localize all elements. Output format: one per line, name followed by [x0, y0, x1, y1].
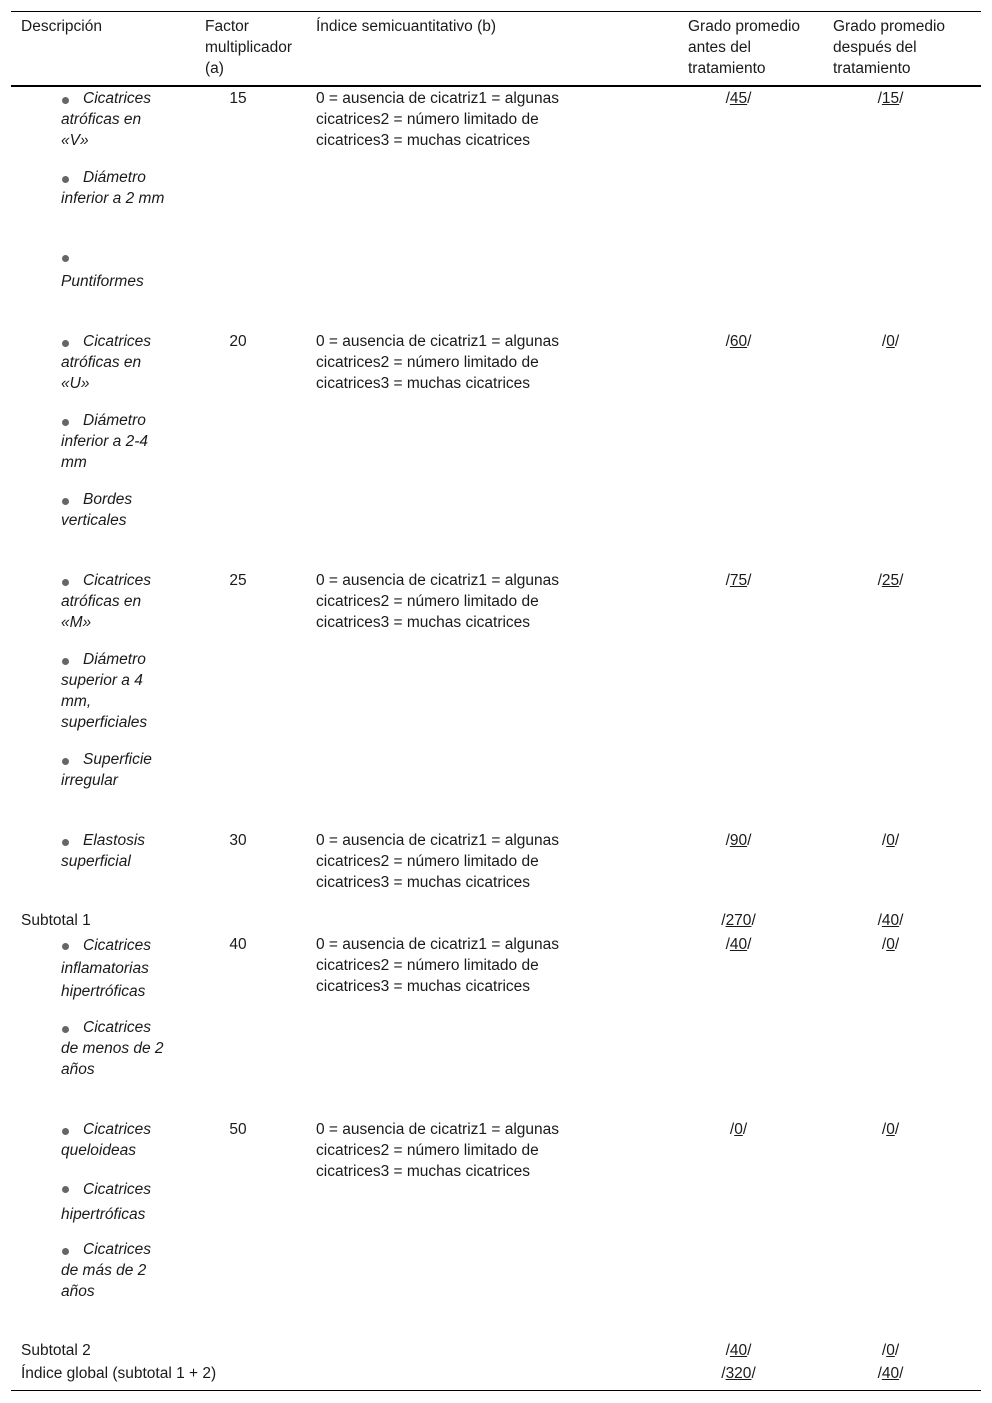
grade-after-value: 25	[881, 572, 900, 589]
subtotal-1-before: /270/	[721, 912, 756, 929]
subtotal-2-before-value: 40	[729, 1342, 748, 1359]
grade-after: /0/	[881, 832, 900, 849]
scale-text: 0 = ausencia de cicatriz1 = algunas cicatrices2 = número limitado de cicatrices3 = muchas cicatrices	[316, 832, 559, 891]
grade-after-value: 0	[886, 832, 895, 849]
row-bullet: Diámetro superior a 4 mm, superficiales	[61, 651, 148, 731]
row-bullet: Bordes verticales	[61, 491, 133, 529]
grade-after-value: 0	[886, 333, 895, 350]
row-bullet: Cicatrices atróficas en «M»	[61, 572, 152, 631]
header-indice: Índice semicuantitativo (b)	[316, 18, 497, 35]
grade-before: /40/	[725, 936, 752, 953]
header-descripcion: Descripción	[21, 18, 102, 35]
row-bullet: Diámetro inferior a 2-4 mm	[61, 412, 149, 471]
row-bullet: Elastosis superficial	[61, 832, 146, 870]
bottom-rule	[11, 1390, 981, 1391]
grade-before-value: 0	[734, 1121, 743, 1138]
row-bullet: Puntiformes	[61, 273, 144, 290]
grade-before: /60/	[725, 333, 752, 350]
grade-before-value: 40	[729, 936, 748, 953]
subtotal-1-before-value: 270	[725, 912, 752, 929]
factor-value: 50	[229, 1121, 247, 1138]
row-bullet: Cicatrices atróficas en «U»	[61, 333, 152, 392]
subtotal-2-after: /0/	[881, 1342, 900, 1359]
factor-value: 15	[229, 90, 247, 107]
grade-before: /75/	[725, 572, 752, 589]
grade-after-value: 0	[886, 936, 895, 953]
header-antes: Grado promedio antes del tratamiento	[688, 18, 801, 77]
scar-grading-table	[11, 11, 981, 1392]
grade-after: /0/	[881, 333, 900, 350]
row-bullet: Superficie irregular	[61, 751, 152, 789]
grade-before: /90/	[725, 832, 752, 849]
grade-after: /25/	[877, 572, 904, 589]
row-bullet: Cicatrices inflamatorias hipertróficas	[61, 937, 152, 1000]
bullet-icon	[62, 255, 69, 262]
grade-before: /45/	[725, 90, 752, 107]
scale-text: 0 = ausencia de cicatriz1 = algunas cicatrices2 = número limitado de cicatrices3 = muchas cicatrices	[316, 572, 559, 631]
global-before-value: 320	[725, 1365, 752, 1382]
scale-text: 0 = ausencia de cicatriz1 = algunas cicatrices2 = número limitado de cicatrices3 = muchas cicatrices	[316, 1121, 559, 1180]
factor-value: 25	[229, 572, 247, 589]
grade-after-value: 15	[881, 90, 900, 107]
scale-text: 0 = ausencia de cicatriz1 = algunas cicatrices2 = número limitado de cicatrices3 = muchas cicatrices	[316, 333, 559, 392]
subtotal-1-label: Subtotal 1	[21, 912, 91, 929]
row-bullet: Cicatrices de menos de 2 años	[61, 1019, 164, 1078]
global-after: /40/	[877, 1365, 904, 1382]
subtotal-2-before: /40/	[725, 1342, 752, 1359]
grade-before-value: 75	[729, 572, 748, 589]
row-bullet: Diámetro inferior a 2 mm	[61, 169, 165, 207]
grade-after-value: 0	[886, 1121, 895, 1138]
subtotal-2-label: Subtotal 2	[21, 1342, 91, 1359]
subtotal-2-after-value: 0	[886, 1342, 895, 1359]
subtotal-1-after-value: 40	[881, 912, 900, 929]
grade-before-value: 45	[729, 90, 748, 107]
grade-before: /0/	[729, 1121, 748, 1138]
grade-before-value: 60	[729, 333, 748, 350]
subtotal-1-after: /40/	[877, 912, 904, 929]
row-bullet: Cicatrices atróficas en «V»	[61, 90, 152, 149]
global-before: /320/	[721, 1365, 756, 1382]
global-after-value: 40	[881, 1365, 900, 1382]
scale-text: 0 = ausencia de cicatriz1 = algunas cicatrices2 = número limitado de cicatrices3 = muchas cicatrices	[316, 90, 559, 149]
global-index-label: Índice global (subtotal 1 + 2)	[21, 1365, 217, 1382]
top-rule	[11, 11, 981, 12]
scale-text: 0 = ausencia de cicatriz1 = algunas cicatrices2 = número limitado de cicatrices3 = muchas cicatrices	[316, 936, 559, 995]
header-factor: Factor multiplicador (a)	[205, 18, 293, 77]
factor-value: 40	[229, 936, 247, 953]
row-bullet: Cicatrices hipertróficas	[61, 1181, 152, 1223]
factor-value: 30	[229, 832, 247, 849]
header-rule	[11, 85, 981, 87]
row-bullet: Cicatrices de más de 2 años	[61, 1241, 152, 1300]
grade-after: /15/	[877, 90, 904, 107]
grade-before-value: 90	[729, 832, 748, 849]
header-despues: Grado promedio después del tratamiento	[833, 18, 946, 77]
row-bullet: Cicatrices queloideas	[61, 1121, 152, 1159]
factor-value: 20	[229, 333, 247, 350]
grade-after: /0/	[881, 936, 900, 953]
grade-after: /0/	[881, 1121, 900, 1138]
